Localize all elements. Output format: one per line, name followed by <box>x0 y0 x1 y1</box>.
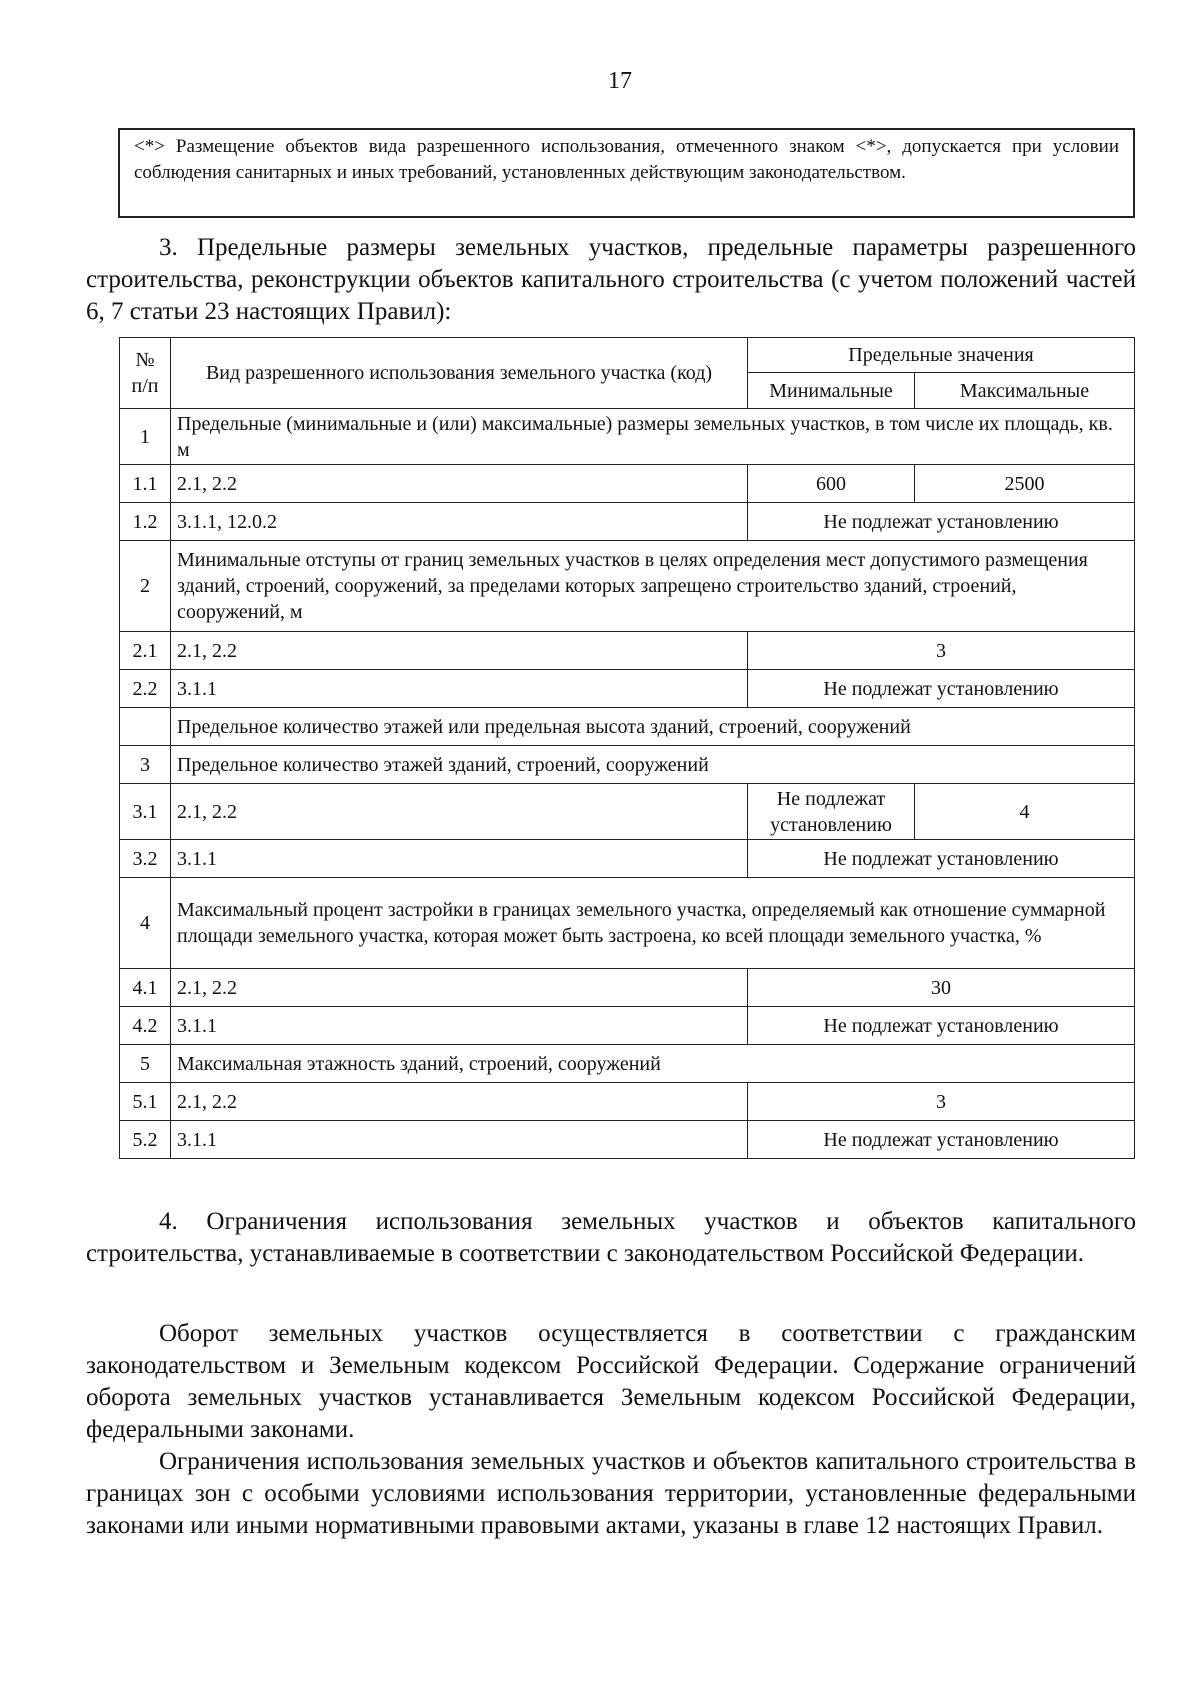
row-value: 3 <box>748 1083 1135 1121</box>
table-row <box>120 541 1135 632</box>
limits-table <box>119 337 1135 1159</box>
row-num: 2.1 <box>120 632 171 670</box>
zones-paragraph: Ограничения использования земельных участков и объектов капитального строительства в границах зон с особыми условиями использования территории, установленные федеральными законами или иными нормативными правовыми актами, указаны в главе 12 настоящих Правил. <box>86 1448 1136 1539</box>
row-num: 1 <box>120 409 171 465</box>
row-num: 3.2 <box>120 840 171 878</box>
row-num: 4 <box>120 878 171 969</box>
row-code: 2.1, 2.2 <box>171 465 748 503</box>
row-code: 3.1.1 <box>171 1121 748 1159</box>
row-text: Минимальные отступы от границ земельных участков в целях определения мест допустимого размещения зданий, строений, сооружений, за пределами которых запрещено строительство зданий, строений, сооружений, м <box>171 541 1135 632</box>
table-row <box>120 840 1135 878</box>
row-text: Максимальная этажность зданий, строений, сооружений <box>171 1045 1135 1083</box>
table-row <box>120 409 1135 465</box>
row-text: Предельные (минимальные и (или) максимальные) размеры земельных участков, в том числе их площадь, кв. м <box>171 409 1135 465</box>
header-min: Минимальные <box>748 373 915 409</box>
section-3-paragraph: 3. Предельные размеры земельных участков, предельные параметры разрешенного строительства, реконструкции объектов капитального строительства (с учетом положений частей 6, 7 статьи 23 настоящих Правил): <box>86 234 1136 325</box>
row-code: 2.1, 2.2 <box>171 784 748 840</box>
row-code: 2.1, 2.2 <box>171 969 748 1007</box>
table-row <box>120 969 1135 1007</box>
table-row <box>120 503 1135 541</box>
footnote-text: <*> Размещение объектов вида разрешенного использования, отмеченного знаком <*>, допускается при условии соблюдения санитарных и иных требований, установленных действующим законодательством. <box>134 136 1119 183</box>
table-row <box>120 670 1135 708</box>
row-num: 3 <box>120 746 171 784</box>
row-value: Не подлежат установлению <box>748 670 1135 708</box>
table-row <box>120 708 1135 746</box>
turnover-paragraph: Оборот земельных участков осуществляется в соответствии с гражданским законодательством и Земельным кодексом Российской Федерации. Содержание ограничений оборота земельных участков устанавливается Земельным кодексом Российской Федерации, федеральными законами. <box>86 1320 1136 1443</box>
header-limits: Предельные значения <box>748 338 1135 373</box>
row-value: Не подлежат установлению <box>748 1121 1135 1159</box>
row-value: Не подлежат установлению <box>748 840 1135 878</box>
footnote-box <box>118 128 1135 218</box>
table-row <box>120 1121 1135 1159</box>
row-num: 4.1 <box>120 969 171 1007</box>
row-max: 4 <box>915 784 1135 840</box>
row-num <box>120 708 171 746</box>
row-code: 3.1.1 <box>171 1007 748 1045</box>
row-text: Предельное количество этажей зданий, строений, сооружений <box>171 746 1135 784</box>
row-value: Не подлежат установлению <box>748 1007 1135 1045</box>
row-code: 3.1.1 <box>171 670 748 708</box>
row-code: 3.1.1, 12.0.2 <box>171 503 748 541</box>
table-row <box>120 1007 1135 1045</box>
header-use-type: Вид разрешенного использования земельного участка (код) <box>171 338 748 409</box>
row-num: 1.1 <box>120 465 171 503</box>
table-header-row <box>120 338 1135 373</box>
row-text: Максимальный процент застройки в границах земельного участка, определяемый как отношение суммарной площади земельного участка, которая может быть застроена, ко всей площади земельного участка, % <box>171 878 1135 969</box>
row-value: 3 <box>748 632 1135 670</box>
header-num: № п/п <box>120 338 171 409</box>
row-code: 3.1.1 <box>171 840 748 878</box>
header-max: Максимальные <box>915 373 1135 409</box>
row-min: Не подлежат установлению <box>748 784 915 840</box>
row-code: 2.1, 2.2 <box>171 632 748 670</box>
row-min: 600 <box>748 465 915 503</box>
row-num: 1.2 <box>120 503 171 541</box>
row-value: Не подлежат установлению <box>748 503 1135 541</box>
table-row <box>120 632 1135 670</box>
table-row <box>120 746 1135 784</box>
row-num: 4.2 <box>120 1007 171 1045</box>
row-num: 5 <box>120 1045 171 1083</box>
row-num: 5.2 <box>120 1121 171 1159</box>
table-row <box>120 1083 1135 1121</box>
page-number: 17 <box>608 68 632 94</box>
row-max: 2500 <box>915 465 1135 503</box>
table-row <box>120 1045 1135 1083</box>
row-num: 5.1 <box>120 1083 171 1121</box>
row-text: Предельное количество этажей или предельная высота зданий, строений, сооружений <box>171 708 1135 746</box>
table-row <box>120 465 1135 503</box>
row-value: 30 <box>748 969 1135 1007</box>
section-4-paragraph: 4. Ограничения использования земельных участков и объектов капитального строительства, устанавливаемые в соответствии с законодательством Российской Федерации. <box>86 1208 1136 1267</box>
row-num: 2 <box>120 541 171 632</box>
row-num: 2.2 <box>120 670 171 708</box>
row-code: 2.1, 2.2 <box>171 1083 748 1121</box>
row-num: 3.1 <box>120 784 171 840</box>
table-row <box>120 878 1135 969</box>
table-row <box>120 784 1135 840</box>
